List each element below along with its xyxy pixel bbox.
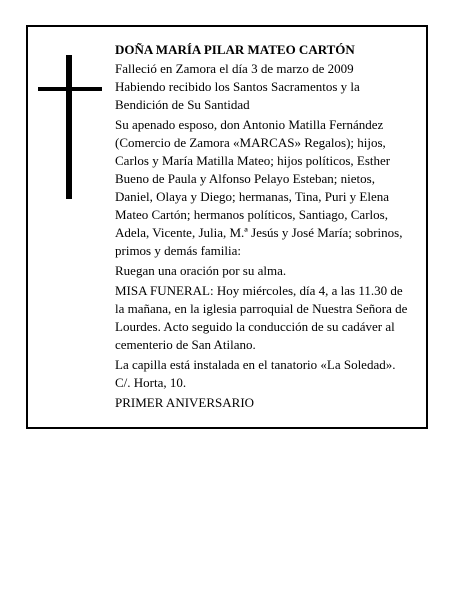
prayer-request: Ruegan una oración por su alma. [115, 263, 287, 278]
cross-vertical-bar [66, 55, 72, 199]
obituary-text [115, 41, 427, 414]
latin-cross-icon [38, 55, 102, 199]
death-statement: Falleció en Zamora el día 3 de marzo de 2009 Habiendo recibido los Santos Sacramentos y la Bendición de Su Santidad [115, 61, 360, 112]
chapel-location: La capilla está instalada en el tanatorio «La Soledad». C/. Horta, 10. [115, 357, 396, 390]
family-list: Su apenado esposo, don Antonio Matilla Fernández (Comercio de Zamora «MARCAS» Regalos); hijos, Carlos y María Matilla Mateo; hijos políticos, Esther Bueno de Paula y Alfonso Pelayo Esteban; nietos, Daniel, Olaya y Diego; hermanas, Tina, Puri y Elena Mateo Cartón; hermanos políticos, Santiago, Carlos, Adela, Vicente, Julia, M.ª Jesús y José María; sobrinos, primos y demás familia: [115, 117, 403, 258]
cross-horizontal-bar [38, 87, 102, 91]
deceased-name: DOÑA MARÍA PILAR MATEO CARTÓN [115, 42, 355, 57]
anniversary-label: PRIMER ANIVERSARIO [115, 395, 255, 410]
funeral-details: MISA FUNERAL: Hoy miércoles, día 4, a las 11.30 de la mañana, en la iglesia parroquial de Nuestra Señora de Lourdes. Acto seguido la conducción de su cadáver al cementerio de San Atilano. [115, 283, 408, 352]
obituary-notice [26, 25, 428, 429]
